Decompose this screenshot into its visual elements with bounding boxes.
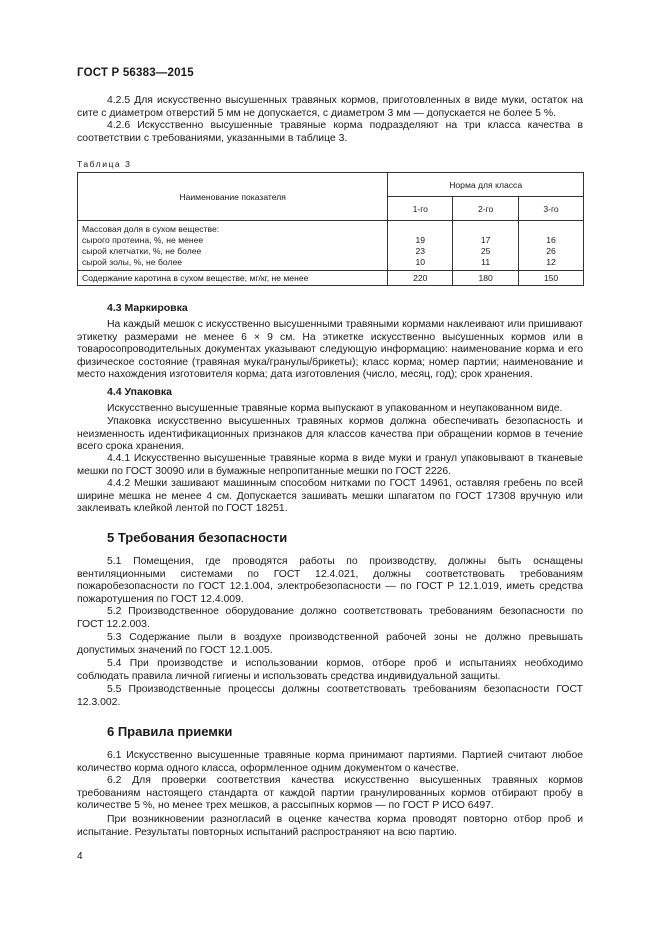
cell-value: 25 bbox=[480, 246, 491, 256]
section-6-heading: 6 Правила приемки bbox=[107, 724, 233, 739]
paragraph-4-2-5: 4.2.5 Для искусственно высушенных травяных кормов, приготовленных в виде муки, остаток на сите с диаметром отверстий 5 мм не допускается, с диаметром 3 мм — допускается не более 5 %. bbox=[77, 95, 583, 119]
paragraph-5-1: 5.1 Помещения, где проводятся работы по производству, должны быть оснащены вентиляционными системами по ГОСТ 12.4.021, должны соответствовать требованиям пожаробезопасности по ГОСТ 12.1.004, электробезопасности — по ГОСТ Р 12.1.019, иметь средства пожаротушения по ГОСТ 12.4.009. bbox=[77, 556, 583, 605]
table-caption: Таблица 3 bbox=[77, 159, 132, 169]
paragraph-4-4-1: 4.4.1 Искусственно высушенные травяные корма в виде муки и гранул упаковывают в тканевые мешки по ГОСТ 30090 или в бумажные непропитанные мешки по ГОСТ 2226. bbox=[77, 453, 583, 477]
cell-value: 17 bbox=[480, 235, 491, 245]
table-header-name: Наименование показателя bbox=[78, 173, 388, 221]
document-header: ГОСТ Р 56383—2015 bbox=[77, 67, 194, 79]
paragraph-5-2: 5.2 Производственное оборудование должно соответствовать требованиям безопасности по ГОСТ 12.2.003. bbox=[77, 606, 583, 630]
row-label-ash: сырой золы, %, не более bbox=[82, 257, 183, 267]
row-label-carotene: Содержание каротина в сухом веществе, мг/кг, не менее bbox=[78, 271, 388, 286]
row-label-fiber: сырой клетчатки, %, не более bbox=[82, 246, 202, 256]
table-header-class-2: 2-го bbox=[453, 197, 519, 221]
row-label-protein: сырого протеина, %, не менее bbox=[82, 235, 204, 245]
table-3 bbox=[77, 172, 584, 286]
cell-value: 150 bbox=[519, 271, 584, 286]
paragraph-4-4-packing: Упаковка искусственно высушенных травяных кормов должна обеспечивать безопасность и неизменность идентификационных признаков для классов качества при обращении кормов в течение всего срока хранения. bbox=[77, 416, 583, 452]
cell-value: 10 bbox=[415, 257, 426, 267]
section-5-heading: 5 Требования безопасности bbox=[107, 530, 288, 545]
table-header-norm: Норма для класса bbox=[388, 173, 584, 197]
table-row bbox=[78, 271, 584, 286]
cell-value: 220 bbox=[388, 271, 453, 286]
paragraph-4-2-6: 4.2.6 Искусственно высушенные травяные корма подразделяют на три класса качества в соответствии с требованиями, указанными в таблице 3. bbox=[77, 120, 583, 144]
paragraph-5-4: 5.4 При производстве и использовании кормов, отборе проб и испытаниях необходимо соблюдать правила личной гигиены и использовать средства индивидуальной защиты. bbox=[77, 658, 583, 682]
cell-value: 180 bbox=[453, 271, 519, 286]
page-number: 4 bbox=[77, 851, 83, 862]
row-label-mass-share: Массовая доля в сухом веществе: bbox=[82, 224, 220, 234]
section-4-4-heading: 4.4 Упаковка bbox=[107, 386, 172, 398]
section-4-3-heading: 4.3 Маркировка bbox=[107, 302, 188, 314]
cell-value: 26 bbox=[546, 246, 556, 256]
paragraph-6-1: 6.1 Искусственно высушенные травяные корма принимают партиями. Партией считают любое количество корма одного класса, оформленное одним документом о качестве. bbox=[77, 750, 583, 774]
cell-value: 16 bbox=[546, 235, 556, 245]
cell-value: 12 bbox=[546, 257, 556, 267]
paragraph-6-disputes: При возникновении разногласий в оценке качества корма проводят повторно отбор проб и испытание. Результаты повторных испытаний распространяют на всю партию. bbox=[77, 814, 583, 838]
paragraph-4-3: На каждый мешок с искусственно высушенными травяными кормами наклеивают или пришивают этикетку размерами не менее 6 × 9 см. На этикетке искусственно высушенных кормов или в товаросопроводительных документах указывают следующую информацию: наименование корма и его физическое состояние (травяная мука/гранулы/брикеты); класс корма; номер партии; наименование и место нахождения изготовителя корма; дата изготовления (число, месяц, год); срок хранения. bbox=[77, 319, 583, 380]
cell-value: 23 bbox=[415, 246, 426, 256]
paragraph-5-3: 5.3 Содержание пыли в воздухе производственной рабочей зоны не должно превышать допустимых значений по ГОСТ 12.1.005. bbox=[77, 632, 583, 656]
table-header-class-3: 3-го bbox=[519, 197, 584, 221]
paragraph-6-2: 6.2 Для проверки соответствия качества искусственно высушенных травяных кормов требованиям настоящего стандарта от каждой партии гранулированных кормов отбирают пробу в количестве 5 %, но менее трех мешков, а рассыпных кормов — по ГОСТ Р ИСО 6497. bbox=[77, 775, 583, 811]
table-row bbox=[78, 221, 584, 271]
paragraph-4-4: Искусственно высушенные травяные корма выпускают в упакованном и неупакованном виде. bbox=[107, 403, 563, 414]
paragraph-5-5: 5.5 Производственные процессы должны соответствовать требованиям безопасности ГОСТ 12.3.002. bbox=[77, 684, 583, 708]
cell-value: 19 bbox=[415, 235, 426, 245]
cell-value: 11 bbox=[481, 257, 491, 267]
paragraph-4-4-2: 4.4.2 Мешки зашивают машинным способом нитками по ГОСТ 14961, оставляя гребень по всей ширине мешка не менее 4 см. Допускается зашивать мешки шпагатом по ГОСТ 17308 вручную или заклеивать клейкой лентой по ГОСТ 18251. bbox=[77, 478, 583, 514]
table-header-class-1: 1-го bbox=[388, 197, 453, 221]
